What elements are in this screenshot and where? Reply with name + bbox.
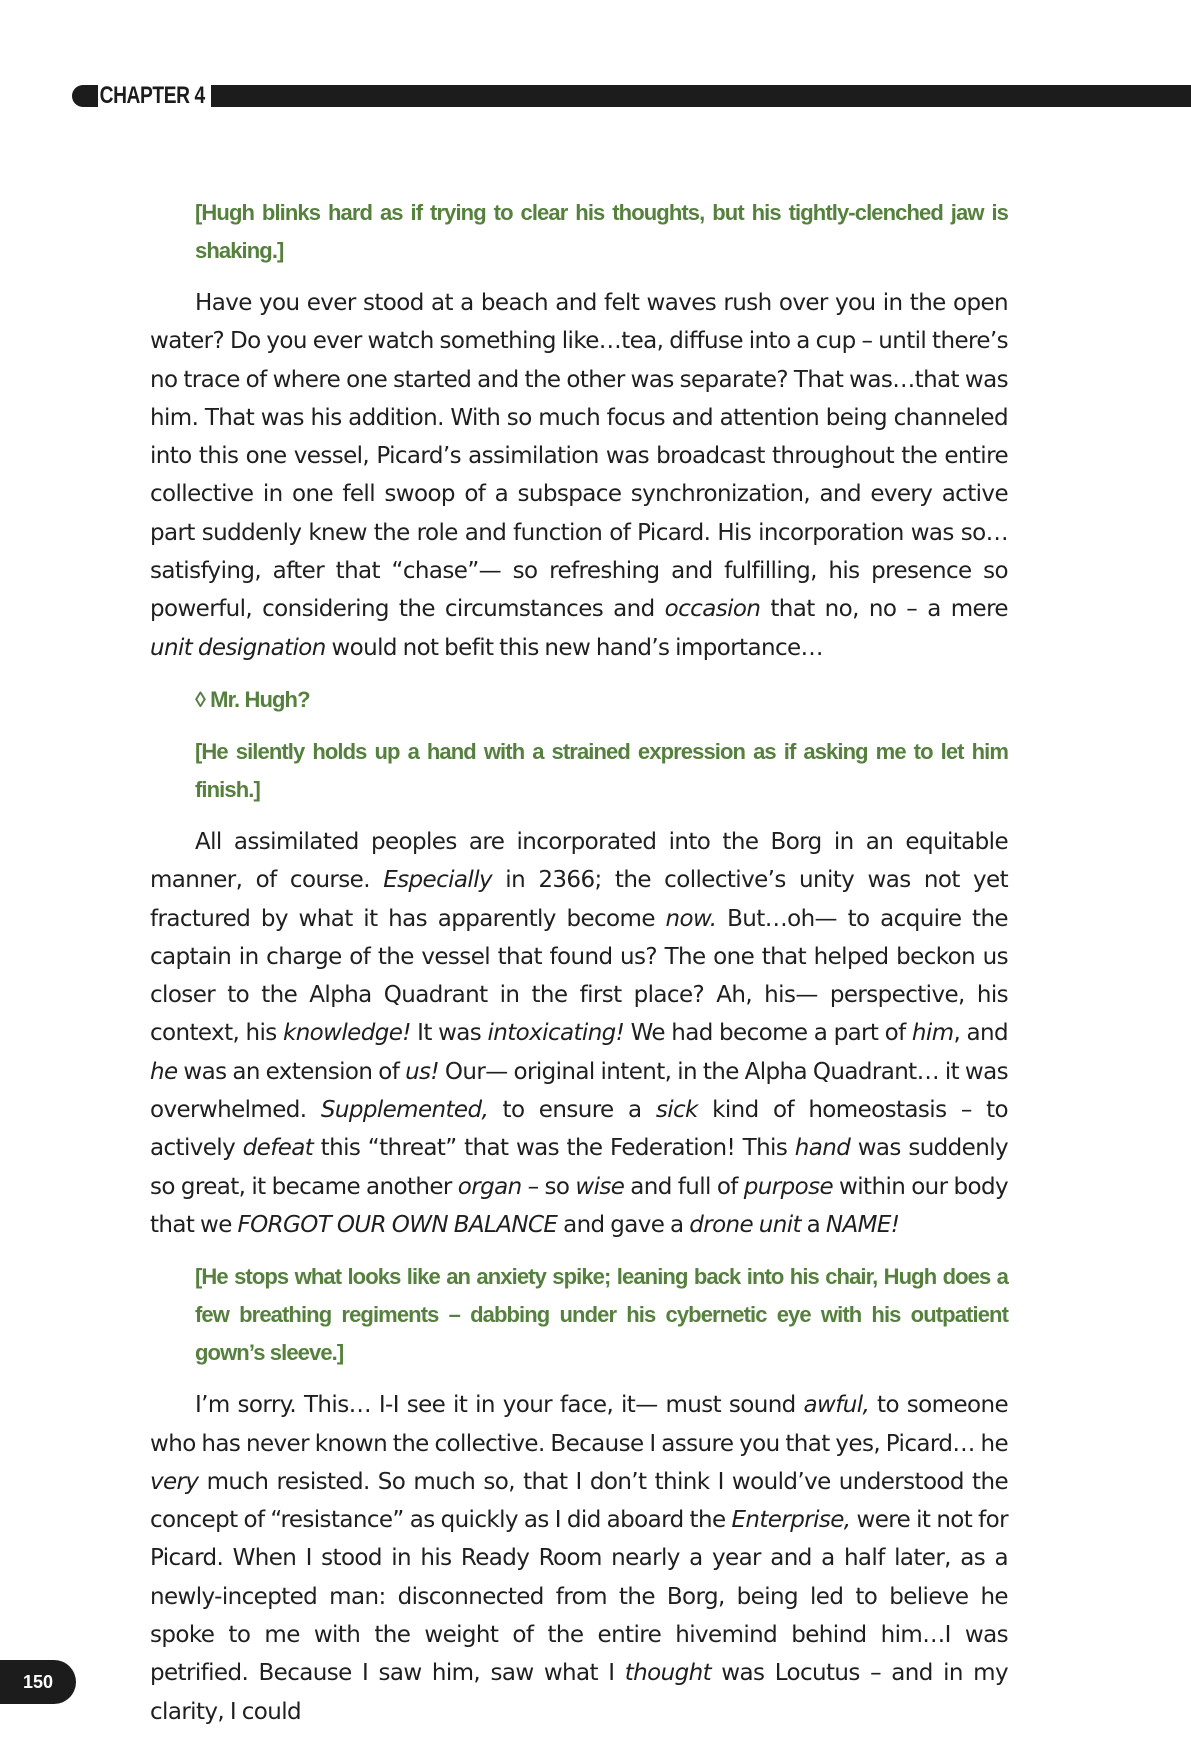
stage-direction: [Hugh blinks hard as if trying to clear his thoughts, but his tightly-clenched jaw is shaking.] [195,200,1008,263]
chapter-rule [211,85,1191,107]
chapter-bar-cap [72,85,98,107]
interviewer-prompt: ◊ Mr. Hugh? [195,686,310,712]
stage-direction: [He stops what looks like an anxiety spike; leaning back into his chair, Hugh does a few breathing regiments – dabbing under his cybernetic eye with his outpatient gown’s sleeve.] [195,1264,1008,1366]
body-paragraph: I’m sorry. This… I-I see it in your face, it— must sound awful, to someone who has never known the collective. Because I assure you that yes, Picard… he very much resisted. So much so, that I don’t think I would’ve understood the concept of “resistance” as quickly as I did aboard the Enterprise, were it not for Picard. When I stood in his Ready Room nearly a year and a half later, as a newly-incepted man: disconnected from the Borg, being led to believe he spoke to me with the weight of the entire hivemind behind him…I was petrified. Because I saw him, saw what I thought was Locutus – and in my clarity, I could [150,1392,1008,1725]
stage-direction: [He silently holds up a hand with a strained expression as if asking me to let him finish.] [195,738,1008,802]
page-content [150,190,1008,1745]
body-paragraph: Have you ever stood at a beach and felt waves rush over you in the open water? Do you ever watch something like…tea, diffuse into a cup – until there’s no trace of where one started and the other was separate? That was…that was him. That was his addition. With so much focus and attention being channeled into this one vessel, Picard’s assimilation was broadcast throughout the entire collective in one fell swoop of a subspace synchronization, and every active part suddenly knew the role and function of Picard. His incorporation was so… satisfying, after that “chase”— so refreshing and fulfilling, his presence so powerful, considering the circumstances and occasion that no, no – a mere unit designation would not befit this new hand’s importance… [150,290,1008,661]
body-paragraph: All assimilated peoples are incorporated into the Borg in an equitable manner, of course. Especially in 2366; the collective’s unity was not yet fractured by what it has apparently become now. But…oh— to acquire the captain in charge of the vessel that found us? The one that helped beckon us closer to the Alpha Quadrant in the first place? Ah, his— perspective, his context, his knowledge! It was intoxicating! We had become a part of him, and he was an extension of us! Our— original intent, in the Alpha Quadrant… it was overwhelmed. Supplemented, to ensure a sick kind of homeostasis – to actively defeat this “threat” that was the Federation! This hand was suddenly so great, it became another organ – so wise and full of purpose within our body that we FORGOT OUR OWN BALANCE and gave a drone unit a NAME! [150,828,1009,1238]
chapter-header-bar [72,82,1191,109]
chapter-label: CHAPTER 4 [99,82,205,109]
page-number: 150 [0,1660,76,1704]
